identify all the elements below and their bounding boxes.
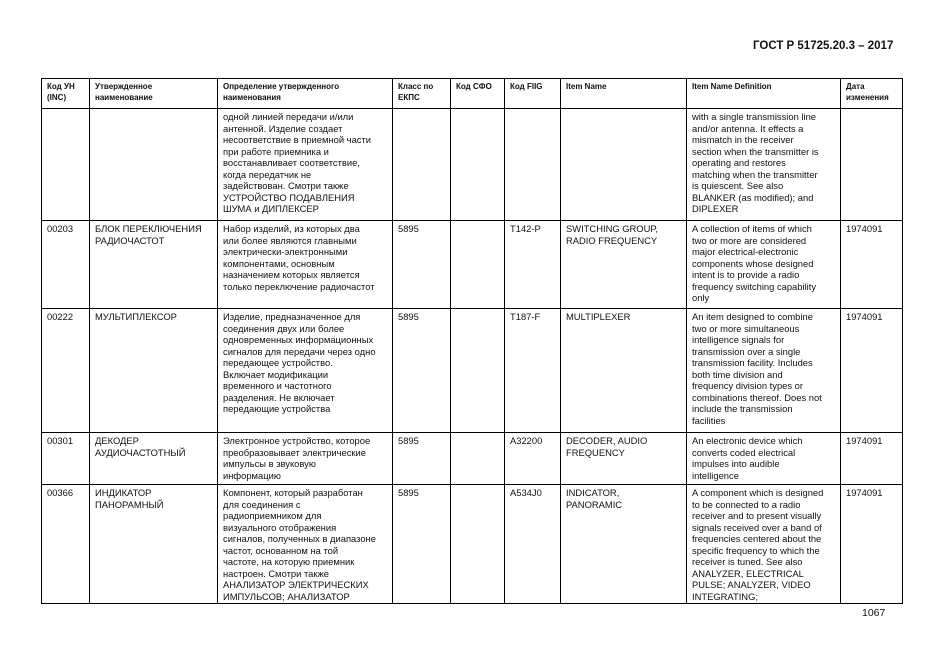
cell-class: 5895 [393, 433, 451, 485]
cell-name-ru [90, 109, 218, 221]
cell-fiig: A534J0 [505, 485, 561, 604]
cell-definition-ru: одной линией передачи и/или антенной. Изделие создает несоответствие в приемной части при работе приемника и восстанавливает соответствие, когда передатчик не задействован. Смотри также УСТРОЙСТВО ПОДАВЛЕНИЯ ШУМА и ДИПЛЕКСЕР [218, 109, 393, 221]
cell-definition-ru: Набор изделий, из которых два или более являются главными электрически-электронными компонентами, основным назначением которых является только переключение радиочастот [218, 221, 393, 309]
cell-item-name [561, 109, 687, 221]
cell-inc [42, 109, 90, 221]
cell-item-definition: with a single transmission line and/or antenna. It effects a mismatch in the receiver section when the transmitter is operating and restores matching when the transmitter is quiescent. See also BLANKER (as modified); and DIPLEXER [687, 109, 841, 221]
cell-class: 5895 [393, 485, 451, 604]
cell-date: 1974091 [841, 309, 903, 433]
column-header-item-name: Item Name [561, 79, 687, 109]
column-header-inc: Код УН (INC) [42, 79, 90, 109]
cell-item-name: SWITCHING GROUP, RADIO FREQUENCY [561, 221, 687, 309]
cell-class: 5895 [393, 309, 451, 433]
cell-name-ru: МУЛЬТИПЛЕКСОР [90, 309, 218, 433]
cell-definition-ru: Компонент, который разработан для соединения с радиоприемником для визуального отображения сигналов, полученных в диапазоне частот, основанном на той частоте, на которую приемник настроен. Смотри также АНАЛИЗАТОР ЭЛЕКТРИЧЕСКИХ ИМПУЛЬСОВ; АНАЛИЗАТОР [218, 485, 393, 604]
cell-class [393, 109, 451, 221]
table-header-row [42, 79, 903, 109]
cell-sfo [451, 485, 505, 604]
table-row [42, 309, 903, 433]
cell-item-definition: A component which is designed to be connected to a radio receiver and to present visually signals received over a band of frequencies centered about the specific frequency to which the receiver is tuned. See also ANALYZER, ELECTRICAL PULSE; ANALYZER, VIDEO INTEGRATING; [687, 485, 841, 604]
column-header-date: Дата изменения [841, 79, 903, 109]
column-header-class: Класс по ЕКПС [393, 79, 451, 109]
cell-sfo [451, 221, 505, 309]
cell-sfo [451, 433, 505, 485]
cell-definition-ru: Изделие, предназначенное для соединения двух или более одновременных информационных сигналов для передачи через одно передающее устройство. Включает модификации временного и частотного разделения. Не включает передающие устройства [218, 309, 393, 433]
cell-name-ru: БЛОК ПЕРЕКЛЮЧЕНИЯ РАДИОЧАСТОТ [90, 221, 218, 309]
cell-item-definition: An item designed to combine two or more simultaneous intelligence signals for transmission over a single transmission facility. Includes both time division and frequency division types or combinations thereof. Does not include the transmission facilities [687, 309, 841, 433]
cell-inc: 00222 [42, 309, 90, 433]
column-header-name-ru: Утвержденное наименование [90, 79, 218, 109]
cell-inc: 00203 [42, 221, 90, 309]
table-row [42, 109, 903, 221]
column-header-fiig: Код FIIG [505, 79, 561, 109]
column-header-item-definition: Item Name Definition [687, 79, 841, 109]
cell-fiig: A32200 [505, 433, 561, 485]
cell-date: 1974091 [841, 221, 903, 309]
cell-item-definition: A collection of items of which two or more are considered major electrical-electronic components whose designed intent is to provide a radio frequency switching capability only [687, 221, 841, 309]
cell-inc: 00301 [42, 433, 90, 485]
cell-sfo [451, 309, 505, 433]
cell-date: 1974091 [841, 433, 903, 485]
cell-item-name: DECODER, AUDIO FREQUENCY [561, 433, 687, 485]
cell-item-definition: An electronic device which converts coded electrical impulses into audible intelligence [687, 433, 841, 485]
cell-date: 1974091 [841, 485, 903, 604]
column-header-definition-ru: Определение утвержденного наименования [218, 79, 393, 109]
catalog-table [41, 78, 903, 604]
cell-name-ru: ДЕКОДЕР АУДИОЧАСТОТНЫЙ [90, 433, 218, 485]
cell-date [841, 109, 903, 221]
cell-fiig: T187-F [505, 309, 561, 433]
cell-fiig [505, 109, 561, 221]
column-header-sfo: Код СФО [451, 79, 505, 109]
table-row [42, 433, 903, 485]
cell-sfo [451, 109, 505, 221]
table-row [42, 485, 903, 604]
cell-name-ru: ИНДИКАТОР ПАНОРАМНЫЙ [90, 485, 218, 604]
cell-item-name: MULTIPLEXER [561, 309, 687, 433]
table-row [42, 221, 903, 309]
cell-definition-ru: Электронное устройство, которое преобразовывает электрические импульсы в звуковую информацию [218, 433, 393, 485]
cell-fiig: T142-P [505, 221, 561, 309]
cell-class: 5895 [393, 221, 451, 309]
cell-item-name: INDICATOR, PANORAMIC [561, 485, 687, 604]
document-code: ГОСТ Р 51725.20.3 – 2017 [753, 40, 894, 52]
page-number: 1067 [862, 607, 886, 619]
cell-inc: 00366 [42, 485, 90, 604]
